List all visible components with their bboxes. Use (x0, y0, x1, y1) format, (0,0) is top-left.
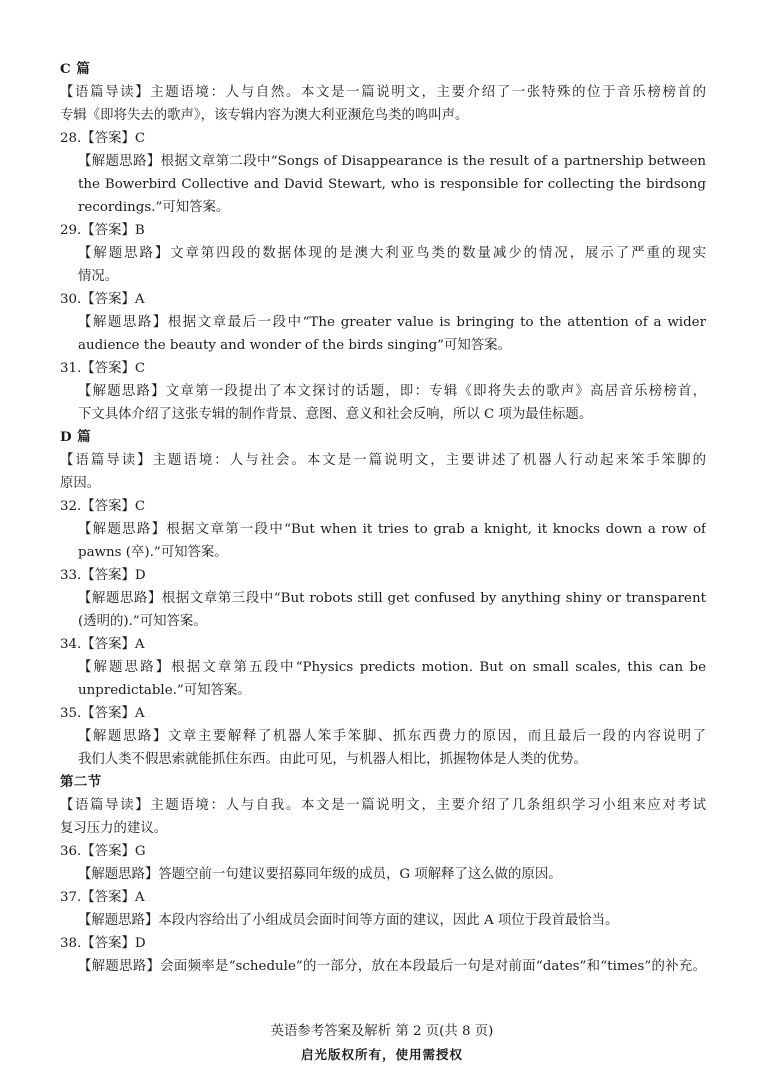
passage-guide-line: 原因。 (60, 476, 101, 491)
answer-line: 34.【答案】A (60, 637, 145, 652)
explanation-line: (透明的).”可知答案。 (78, 614, 207, 629)
answer-line: 32.【答案】C (60, 499, 146, 514)
page-footer: 英语参考答案及解析 第 2 页(共 8 页) (270, 1024, 494, 1039)
answer-line: 29.【答案】B (60, 223, 145, 238)
answer-line: 36.【答案】G (60, 844, 146, 859)
passage-guide-line: 【语篇导读】主题语境：人与自然。本文是一篇说明文，主要介绍了一张特殊的位于音乐榜榜首的 (60, 85, 706, 100)
passage-guide-line: 【语篇导读】主题语境：人与自我。本文是一篇说明文，主要介绍了几条组织学习小组来应对考试 (60, 798, 706, 813)
explanation-line: recordings.”可知答案。 (78, 200, 230, 215)
explanation-line: 【解题思路】答题空前一句建议要招募同年级的成员，G 项解释了这么做的原因。 (78, 867, 562, 882)
explanation-line: 【解题思路】根据文章最后一段中“The greater value is bringing to the attention of a wider (78, 315, 706, 330)
explanation-line: 【解题思路】根据文章第五段中“Physics predicts motion. But on small scales, this can be (78, 660, 706, 675)
explanation-line: 【解题思路】会面频率是“schedule”的一部分，放在本段最后一句是对前面“dates”和“times”的补充。 (78, 959, 706, 974)
explanation-line: audience the beauty and wonder of the birds singing”可知答案。 (78, 338, 511, 353)
answer-line: 30.【答案】A (60, 292, 145, 307)
explanation-line: 【解题思路】文章主要解释了机器人笨手笨脚、抓东西费力的原因，而且最后一段的内容说明了 (78, 729, 706, 744)
copyright-notice: 启光版权所有，使用需授权 (300, 1047, 463, 1062)
explanation-line: 下文具体介绍了这张专辑的制作背景、意图、意义和社会反响，所以 C 项为最佳标题。 (78, 407, 593, 422)
passage-guide-line: 复习压力的建议。 (60, 821, 168, 836)
explanation-line: 【解题思路】根据文章第一段中“But when it tries to grab a knight, it knocks down a row of (78, 522, 706, 537)
section-heading: C 篇 (60, 61, 91, 77)
explanation-line: 【解题思路】根据文章第三段中“But robots still get confused by anything shiny or transparent (78, 591, 706, 606)
explanation-line: 【解题思路】文章第一段提出了本文探讨的话题，即：专辑《即将失去的歌声》高居音乐榜榜首， (78, 384, 706, 399)
answer-line: 33.【答案】D (60, 568, 146, 583)
explanation-line: 情况。 (78, 269, 119, 284)
answer-line: 28.【答案】C (60, 131, 146, 146)
explanation-line: the Bowerbird Collective and David Stewart, who is responsible for collecting the birdsong (78, 177, 706, 192)
explanation-line: pawns (卒).”可知答案。 (78, 545, 228, 560)
section-heading: D 篇 (60, 429, 92, 445)
answer-page-body (60, 58, 706, 978)
explanation-line: 【解题思路】根据文章第二段中“Songs of Disappearance is the result of a partnership between (78, 154, 706, 169)
section-heading: 第二节 (60, 774, 102, 790)
explanation-line: 我们人类不假思索就能抓住东西。由此可见，与机器人相比，抓握物体是人类的优势。 (78, 752, 587, 767)
answer-line: 35.【答案】A (60, 706, 145, 721)
answer-line: 37.【答案】A (60, 890, 145, 905)
answer-line: 38.【答案】D (60, 936, 146, 951)
passage-guide-line: 【语篇导读】主题语境：人与社会。本文是一篇说明文，主要讲述了机器人行动起来笨手笨脚的 (60, 453, 706, 468)
explanation-line: unpredictable.”可知答案。 (78, 683, 251, 698)
explanation-line: 【解题思路】本段内容给出了小组成员会面时间等方面的建议，因此 A 项位于段首最恰当。 (78, 913, 619, 928)
explanation-line: 【解题思路】文章第四段的数据体现的是澳大利亚鸟类的数量减少的情况，展示了严重的现实 (78, 246, 706, 261)
answer-line: 31.【答案】C (60, 361, 146, 376)
passage-guide-line: 专辑《即将失去的歌声》，该专辑内容为澳大利亚濒危鸟类的鸣叫声。 (60, 108, 469, 123)
